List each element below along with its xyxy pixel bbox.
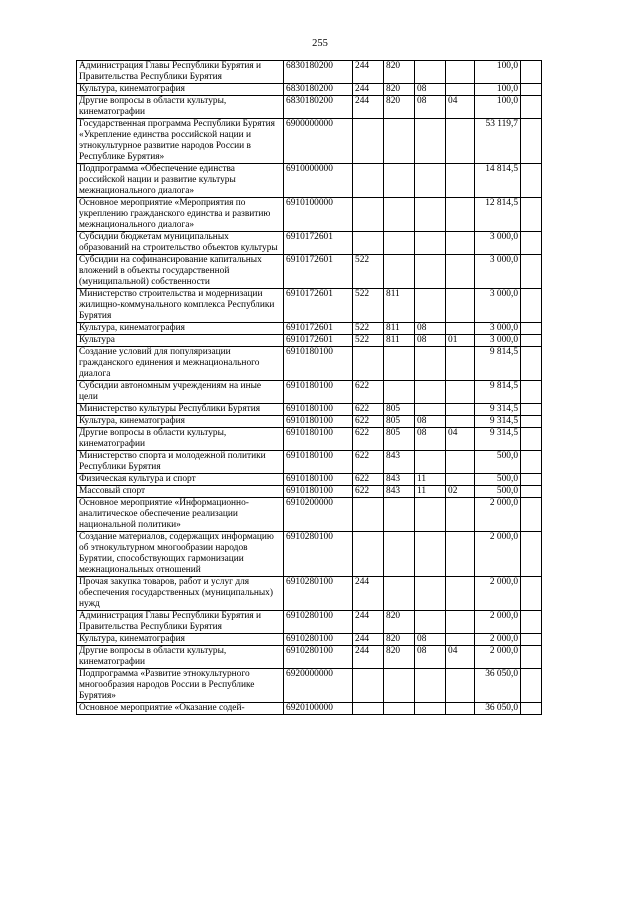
section-cell (415, 498, 446, 532)
ministry-code-cell (384, 164, 415, 198)
row-name-cell: Другие вопросы в области культуры, кинематографии (77, 96, 284, 119)
target-code-cell: 6910172601 (284, 289, 353, 323)
amount-cell: 36 050,0 (475, 669, 521, 703)
empty-cell (521, 577, 542, 611)
row-name-cell: Массовый спорт (77, 486, 284, 498)
row-name-cell: Министерство спорта и молодежной политики Республики Бурятия (77, 451, 284, 474)
table-row (77, 381, 542, 404)
row-name-cell: Подпрограмма «Обеспечение единства российской нации и развитие культуры межнационального диалога» (77, 164, 284, 198)
amount-cell: 9 814,5 (475, 381, 521, 404)
section-cell (415, 232, 446, 255)
target-code-cell: 6920100000 (284, 703, 353, 715)
section-cell: 08 (415, 646, 446, 669)
target-code-cell: 6910280100 (284, 532, 353, 577)
subsection-cell (446, 255, 475, 289)
row-name-cell: Основное мероприятие «Информационно-аналитическое обеспечение реализации национальной политики» (77, 498, 284, 532)
expense-type-cell (353, 232, 384, 255)
expense-type-cell: 522 (353, 255, 384, 289)
row-name-cell: Администрация Главы Республики Бурятия и Правительства Республики Бурятия (77, 61, 284, 84)
section-cell: 08 (415, 84, 446, 96)
ministry-code-cell (384, 577, 415, 611)
empty-cell (521, 323, 542, 335)
table-row (77, 474, 542, 486)
section-cell: 11 (415, 474, 446, 486)
expense-type-cell: 622 (353, 381, 384, 404)
empty-cell (521, 404, 542, 416)
row-name-cell: Другие вопросы в области культуры, кинематографии (77, 428, 284, 451)
subsection-cell (446, 634, 475, 646)
amount-cell: 2 000,0 (475, 634, 521, 646)
expense-type-cell (353, 498, 384, 532)
empty-cell (521, 255, 542, 289)
table-row (77, 428, 542, 451)
section-cell (415, 611, 446, 634)
target-code-cell: 6910180100 (284, 451, 353, 474)
ministry-code-cell: 811 (384, 289, 415, 323)
section-cell (415, 347, 446, 381)
amount-cell: 36 050,0 (475, 703, 521, 715)
expense-type-cell: 244 (353, 577, 384, 611)
empty-cell (521, 119, 542, 164)
row-name-cell: Создание материалов, содержащих информацию об этнокультурном многообразии народов Бурятии, способствующих гармонизации межнациональных отношений (77, 532, 284, 577)
ministry-code-cell (384, 669, 415, 703)
row-name-cell: Культура (77, 335, 284, 347)
expense-type-cell: 622 (353, 451, 384, 474)
target-code-cell: 6910280100 (284, 611, 353, 634)
empty-cell (521, 634, 542, 646)
row-name-cell: Администрация Главы Республики Бурятия и Правительства Республики Бурятия (77, 611, 284, 634)
empty-cell (521, 381, 542, 404)
section-cell (415, 451, 446, 474)
table-row (77, 347, 542, 381)
ministry-code-cell (384, 532, 415, 577)
expense-type-cell: 244 (353, 84, 384, 96)
table-body (77, 61, 542, 715)
target-code-cell: 6910180100 (284, 404, 353, 416)
table-row (77, 255, 542, 289)
amount-cell: 53 119,7 (475, 119, 521, 164)
row-name-cell: Субсидии автономным учреждениям на иные цели (77, 381, 284, 404)
table-row (77, 164, 542, 198)
row-name-cell: Министерство строительства и модернизации жилищно-коммунального комплекса Республики Бурятия (77, 289, 284, 323)
table-row (77, 289, 542, 323)
subsection-cell: 04 (446, 428, 475, 451)
empty-cell (521, 84, 542, 96)
table-row (77, 646, 542, 669)
table-row (77, 532, 542, 577)
ministry-code-cell (384, 198, 415, 232)
row-name-cell: Создание условий для популяризации гражданского единения и межнационального диалога (77, 347, 284, 381)
table-row (77, 323, 542, 335)
section-cell (415, 198, 446, 232)
subsection-cell (446, 61, 475, 84)
row-name-cell: Подпрограмма «Развитие этнокультурного многообразия народов России в Республике Бурятия» (77, 669, 284, 703)
target-code-cell: 6910280100 (284, 646, 353, 669)
subsection-cell (446, 404, 475, 416)
row-name-cell: Физическая культура и спорт (77, 474, 284, 486)
empty-cell (521, 232, 542, 255)
amount-cell: 100,0 (475, 61, 521, 84)
expense-type-cell: 244 (353, 634, 384, 646)
expense-type-cell: 522 (353, 323, 384, 335)
row-name-cell: Субсидии на софинансирование капитальных вложений в объекты государственной (муниципальной) собственности (77, 255, 284, 289)
expense-type-cell (353, 198, 384, 232)
subsection-cell (446, 232, 475, 255)
table-row (77, 61, 542, 84)
section-cell (415, 289, 446, 323)
empty-cell (521, 646, 542, 669)
empty-cell (521, 347, 542, 381)
row-name-cell: Основное мероприятие «Мероприятия по укреплению гражданского единства и развитию межнационального диалога» (77, 198, 284, 232)
target-code-cell: 6910180100 (284, 474, 353, 486)
target-code-cell: 6910280100 (284, 577, 353, 611)
target-code-cell: 6920000000 (284, 669, 353, 703)
ministry-code-cell (384, 347, 415, 381)
ministry-code-cell: 811 (384, 323, 415, 335)
table-row (77, 232, 542, 255)
target-code-cell: 6910180100 (284, 347, 353, 381)
table-row (77, 577, 542, 611)
row-name-cell: Основное мероприятие «Оказание содей- (77, 703, 284, 715)
ministry-code-cell: 820 (384, 84, 415, 96)
table-row (77, 634, 542, 646)
subsection-cell (446, 84, 475, 96)
expense-type-cell (353, 347, 384, 381)
row-name-cell: Культура, кинематография (77, 416, 284, 428)
amount-cell: 2 000,0 (475, 646, 521, 669)
amount-cell: 12 814,5 (475, 198, 521, 232)
section-cell (415, 669, 446, 703)
amount-cell: 500,0 (475, 486, 521, 498)
ministry-code-cell (384, 232, 415, 255)
section-cell: 08 (415, 416, 446, 428)
page-number: 255 (312, 38, 328, 49)
target-code-cell: 6830180200 (284, 61, 353, 84)
subsection-cell (446, 323, 475, 335)
expense-type-cell (353, 164, 384, 198)
ministry-code-cell: 843 (384, 474, 415, 486)
ministry-code-cell: 820 (384, 96, 415, 119)
subsection-cell (446, 381, 475, 404)
target-code-cell: 6910180100 (284, 416, 353, 428)
amount-cell: 2 000,0 (475, 498, 521, 532)
subsection-cell (446, 164, 475, 198)
row-name-cell: Другие вопросы в области культуры, кинематографии (77, 646, 284, 669)
expense-type-cell: 622 (353, 486, 384, 498)
table-row (77, 335, 542, 347)
section-cell (415, 577, 446, 611)
section-cell (415, 404, 446, 416)
section-cell: 11 (415, 486, 446, 498)
ministry-code-cell (384, 119, 415, 164)
amount-cell: 9 314,5 (475, 404, 521, 416)
table-row (77, 611, 542, 634)
target-code-cell: 6910200000 (284, 498, 353, 532)
amount-cell: 14 814,5 (475, 164, 521, 198)
ministry-code-cell (384, 255, 415, 289)
section-cell: 08 (415, 96, 446, 119)
ministry-code-cell: 811 (384, 335, 415, 347)
expense-type-cell: 244 (353, 646, 384, 669)
subsection-cell: 02 (446, 486, 475, 498)
expense-type-cell: 244 (353, 611, 384, 634)
amount-cell: 500,0 (475, 474, 521, 486)
ministry-code-cell (384, 703, 415, 715)
section-cell (415, 164, 446, 198)
subsection-cell (446, 498, 475, 532)
target-code-cell: 6910180100 (284, 486, 353, 498)
subsection-cell: 04 (446, 96, 475, 119)
section-cell (415, 381, 446, 404)
target-code-cell: 6910172601 (284, 232, 353, 255)
empty-cell (521, 532, 542, 577)
expense-type-cell: 622 (353, 428, 384, 451)
ministry-code-cell: 820 (384, 611, 415, 634)
section-cell: 08 (415, 335, 446, 347)
target-code-cell: 6910100000 (284, 198, 353, 232)
empty-cell (521, 96, 542, 119)
table-row (77, 96, 542, 119)
table-row (77, 198, 542, 232)
empty-cell (521, 611, 542, 634)
empty-cell (521, 669, 542, 703)
subsection-cell (446, 474, 475, 486)
section-cell: 08 (415, 323, 446, 335)
target-code-cell: 6910172601 (284, 335, 353, 347)
ministry-code-cell: 820 (384, 634, 415, 646)
target-code-cell: 6910280100 (284, 634, 353, 646)
target-code-cell: 6830180200 (284, 96, 353, 119)
empty-cell (521, 416, 542, 428)
empty-cell (521, 289, 542, 323)
empty-cell (521, 164, 542, 198)
subsection-cell (446, 198, 475, 232)
amount-cell: 2 000,0 (475, 577, 521, 611)
subsection-cell (446, 119, 475, 164)
section-cell: 08 (415, 634, 446, 646)
subsection-cell (446, 532, 475, 577)
section-cell: 08 (415, 428, 446, 451)
amount-cell: 500,0 (475, 451, 521, 474)
subsection-cell (446, 669, 475, 703)
table-row (77, 669, 542, 703)
target-code-cell: 6910000000 (284, 164, 353, 198)
row-name-cell: Министерство культуры Республики Бурятия (77, 404, 284, 416)
table-row (77, 416, 542, 428)
section-cell (415, 255, 446, 289)
row-name-cell: Государственная программа Республики Бурятия «Укрепление единства российской нации и этнокультурное развитие народов России в Республике Бурятия» (77, 119, 284, 164)
amount-cell: 9 814,5 (475, 347, 521, 381)
empty-cell (521, 61, 542, 84)
empty-cell (521, 428, 542, 451)
ministry-code-cell: 805 (384, 404, 415, 416)
target-code-cell: 6910172601 (284, 323, 353, 335)
amount-cell: 2 000,0 (475, 532, 521, 577)
table-row (77, 451, 542, 474)
empty-cell (521, 474, 542, 486)
section-cell (415, 703, 446, 715)
target-code-cell: 6910172601 (284, 255, 353, 289)
empty-cell (521, 703, 542, 715)
amount-cell: 3 000,0 (475, 289, 521, 323)
row-name-cell: Культура, кинематография (77, 84, 284, 96)
empty-cell (521, 335, 542, 347)
row-name-cell: Культура, кинематография (77, 323, 284, 335)
expense-type-cell (353, 119, 384, 164)
table-row (77, 404, 542, 416)
amount-cell: 9 314,5 (475, 428, 521, 451)
table-row (77, 498, 542, 532)
ministry-code-cell: 820 (384, 646, 415, 669)
ministry-code-cell: 805 (384, 428, 415, 451)
amount-cell: 100,0 (475, 96, 521, 119)
section-cell (415, 119, 446, 164)
table-row (77, 703, 542, 715)
expense-type-cell: 522 (353, 335, 384, 347)
expense-type-cell (353, 532, 384, 577)
empty-cell (521, 486, 542, 498)
subsection-cell (446, 577, 475, 611)
section-cell (415, 61, 446, 84)
subsection-cell (446, 289, 475, 323)
expense-type-cell (353, 703, 384, 715)
row-name-cell: Культура, кинематография (77, 634, 284, 646)
amount-cell: 3 000,0 (475, 255, 521, 289)
empty-cell (521, 451, 542, 474)
subsection-cell: 01 (446, 335, 475, 347)
expense-type-cell: 244 (353, 96, 384, 119)
amount-cell: 2 000,0 (475, 611, 521, 634)
expense-type-cell: 622 (353, 474, 384, 486)
expense-type-cell: 622 (353, 404, 384, 416)
table-row (77, 84, 542, 96)
target-code-cell: 6910180100 (284, 428, 353, 451)
ministry-code-cell: 805 (384, 416, 415, 428)
table-row (77, 119, 542, 164)
table-row (77, 486, 542, 498)
amount-cell: 9 314,5 (475, 416, 521, 428)
subsection-cell: 04 (446, 646, 475, 669)
target-code-cell: 6830180200 (284, 84, 353, 96)
amount-cell: 3 000,0 (475, 232, 521, 255)
amount-cell: 3 000,0 (475, 323, 521, 335)
ministry-code-cell: 820 (384, 61, 415, 84)
subsection-cell (446, 611, 475, 634)
subsection-cell (446, 703, 475, 715)
expense-type-cell: 522 (353, 289, 384, 323)
ministry-code-cell (384, 381, 415, 404)
subsection-cell (446, 451, 475, 474)
ministry-code-cell (384, 498, 415, 532)
ministry-code-cell: 843 (384, 451, 415, 474)
ministry-code-cell: 843 (384, 486, 415, 498)
subsection-cell (446, 347, 475, 381)
expense-type-cell: 244 (353, 61, 384, 84)
target-code-cell: 6910180100 (284, 381, 353, 404)
target-code-cell: 6900000000 (284, 119, 353, 164)
amount-cell: 100,0 (475, 84, 521, 96)
budget-table (76, 60, 542, 715)
row-name-cell: Прочая закупка товаров, работ и услуг для обеспечения государственных (муниципальных) нужд (77, 577, 284, 611)
section-cell (415, 532, 446, 577)
amount-cell: 3 000,0 (475, 335, 521, 347)
row-name-cell: Субсидии бюджетам муниципальных образований на строительство объектов культуры (77, 232, 284, 255)
expense-type-cell (353, 669, 384, 703)
empty-cell (521, 198, 542, 232)
subsection-cell (446, 416, 475, 428)
empty-cell (521, 498, 542, 532)
expense-type-cell: 622 (353, 416, 384, 428)
